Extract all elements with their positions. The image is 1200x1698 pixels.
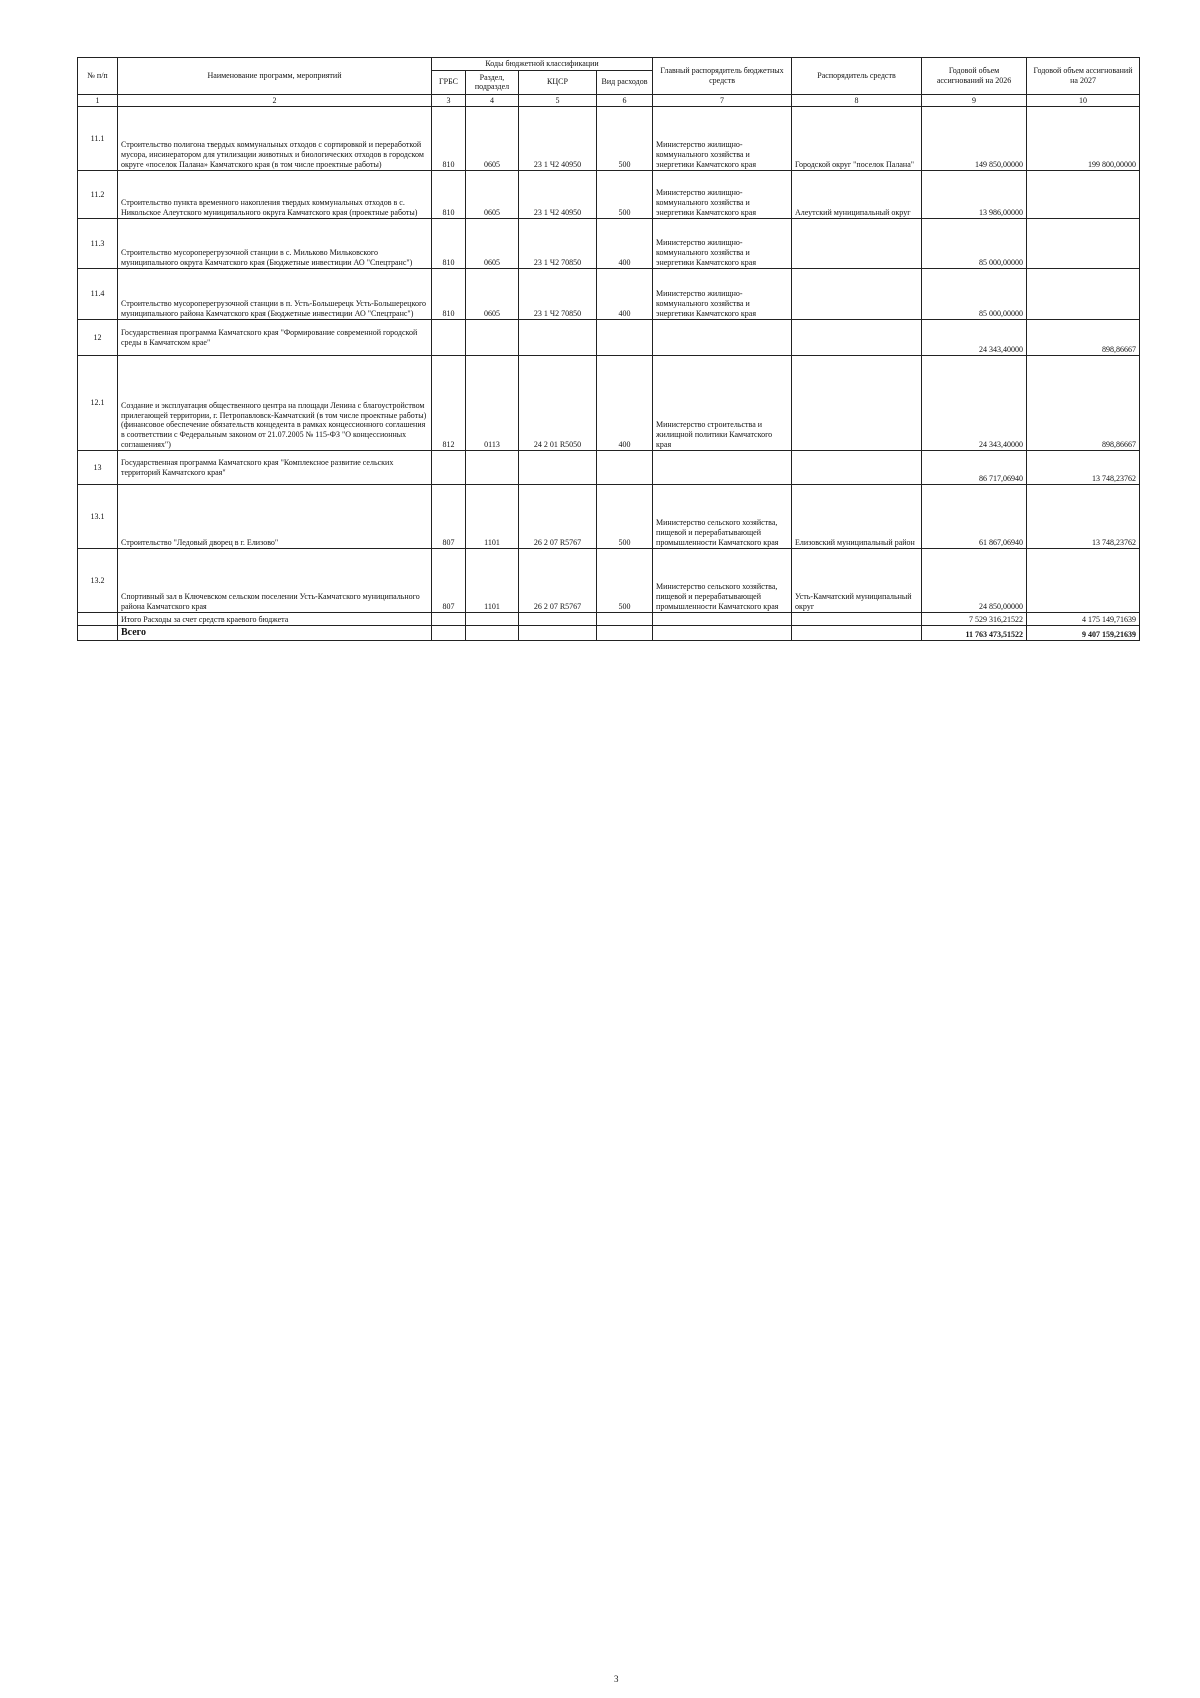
row-amount-2027 (1027, 549, 1140, 613)
row-amount-2026: 24 343,40000 (922, 356, 1027, 451)
row-grbs: 807 (432, 549, 466, 613)
row-name: Государственная программа Камчатского края "Комплексное развитие сельских территорий Камчатского края" (118, 451, 432, 485)
col-number: 1 (78, 94, 118, 107)
row-amount-2027: 13 748,23762 (1027, 451, 1140, 485)
empty-cell (792, 613, 922, 626)
empty-cell (432, 626, 466, 641)
row-amount-2026: 61 867,06940 (922, 485, 1027, 549)
header-manager: Распорядитель средств (792, 58, 922, 95)
budget-table (77, 57, 1140, 641)
header-vid: Вид расходов (597, 70, 653, 94)
row-grbs: 810 (432, 269, 466, 320)
row-kcsr: 24 2 01 R5050 (519, 356, 597, 451)
row-manager: Усть-Камчатский муниципальный округ (792, 549, 922, 613)
row-razdel: 0605 (466, 269, 519, 320)
row-kcsr: 23 1 Ч2 40950 (519, 171, 597, 219)
total-regional-2027: 4 175 149,71639 (1027, 613, 1140, 626)
row-name: Государственная программа Камчатского края "Формирование современной городской среды в Камчатском крае" (118, 320, 432, 356)
header-2027: Годовой объем ассигнований на 2027 (1027, 58, 1140, 95)
row-grbs: 807 (432, 485, 466, 549)
row-vid: 400 (597, 219, 653, 269)
table-row (78, 269, 1140, 320)
row-name: Строительство мусороперегрузочной станции в с. Мильково Мильковского муниципального округа Камчатского края (Бюджетные инвестиции АО "Спецтранс") (118, 219, 432, 269)
empty-cell (466, 613, 519, 626)
row-kcsr: 23 1 Ч2 70850 (519, 269, 597, 320)
row-amount-2027: 199 800,00000 (1027, 107, 1140, 171)
empty-cell (653, 626, 792, 641)
row-manager (792, 269, 922, 320)
row-name: Строительство мусороперегрузочной станции в п. Усть-Большерецк Усть-Большерецкого муниципального района Камчатского края (Бюджетные инвестиции АО "Спецтранс") (118, 269, 432, 320)
col-number: 10 (1027, 94, 1140, 107)
col-number: 3 (432, 94, 466, 107)
row-razdel: 0605 (466, 219, 519, 269)
col-number: 8 (792, 94, 922, 107)
header-kcsr: КЦСР (519, 70, 597, 94)
row-name: Строительство пункта временного накопления твердых коммунальных отходов в с. Никольское Алеутского муниципального округа Камчатского края (проектные работы) (118, 171, 432, 219)
row-number: 13.2 (78, 549, 118, 613)
row-manager: Городской округ "поселок Палана" (792, 107, 922, 171)
row-amount-2026: 13 986,00000 (922, 171, 1027, 219)
header-num: № п/п (78, 58, 118, 95)
row-amount-2027: 898,86667 (1027, 320, 1140, 356)
row-kcsr (519, 451, 597, 485)
table-row (78, 320, 1140, 356)
row-main-manager: Министерство сельского хозяйства, пищевой и перерабатывающей промышленности Камчатского края (653, 485, 792, 549)
empty-cell (78, 626, 118, 641)
row-name: Строительство полигона твердых коммунальных отходов с сортировкой и переработкой мусора, инсинератором для утилизации животных и биологических отходов в городском округе «поселок Палана» Камчатского края (в том числе проектные работы) (118, 107, 432, 171)
row-amount-2027 (1027, 171, 1140, 219)
row-kcsr: 23 1 Ч2 40950 (519, 107, 597, 171)
table-row (78, 219, 1140, 269)
row-manager (792, 219, 922, 269)
row-grbs: 810 (432, 219, 466, 269)
table-row (78, 549, 1140, 613)
row-manager (792, 451, 922, 485)
row-number: 13 (78, 451, 118, 485)
total-regional-label: Итого Расходы за счет средств краевого бюджета (118, 613, 432, 626)
header-name: Наименование программ, мероприятий (118, 58, 432, 95)
row-number: 12.1 (78, 356, 118, 451)
header-razdel: Раздел, подраздел (466, 70, 519, 94)
total-regional-2026: 7 529 316,21522 (922, 613, 1027, 626)
row-vid: 500 (597, 107, 653, 171)
row-grbs (432, 451, 466, 485)
row-main-manager: Министерство жилищно-коммунального хозяйства и энергетики Камчатского края (653, 219, 792, 269)
empty-cell (519, 626, 597, 641)
row-main-manager: Министерство жилищно-коммунального хозяйства и энергетики Камчатского края (653, 107, 792, 171)
header-2026: Годовой объем ассигнований на 2026 (922, 58, 1027, 95)
row-razdel (466, 320, 519, 356)
empty-cell (792, 626, 922, 641)
row-manager (792, 320, 922, 356)
row-razdel: 0605 (466, 107, 519, 171)
row-vid: 400 (597, 356, 653, 451)
row-manager: Елизовский муниципальный район (792, 485, 922, 549)
row-kcsr: 23 1 Ч2 70850 (519, 219, 597, 269)
row-number: 11.1 (78, 107, 118, 171)
row-amount-2026: 85 000,00000 (922, 219, 1027, 269)
row-main-manager (653, 320, 792, 356)
column-number-row (78, 94, 1140, 107)
row-main-manager: Министерство жилищно-коммунального хозяйства и энергетики Камчатского края (653, 171, 792, 219)
row-amount-2027: 898,86667 (1027, 356, 1140, 451)
total-regional-row (78, 613, 1140, 626)
row-kcsr (519, 320, 597, 356)
empty-cell (78, 613, 118, 626)
header-grbs: ГРБС (432, 70, 466, 94)
row-vid: 500 (597, 171, 653, 219)
table-row (78, 171, 1140, 219)
row-razdel (466, 451, 519, 485)
row-grbs: 812 (432, 356, 466, 451)
header-main-manager: Главный распорядитель бюджетных средств (653, 58, 792, 95)
row-amount-2026: 86 717,06940 (922, 451, 1027, 485)
col-number: 9 (922, 94, 1027, 107)
col-number: 7 (653, 94, 792, 107)
empty-cell (597, 626, 653, 641)
row-grbs (432, 320, 466, 356)
row-vid (597, 320, 653, 356)
total-all-2027: 9 407 159,21639 (1027, 626, 1140, 641)
row-number: 11.3 (78, 219, 118, 269)
page-number: 3 (614, 1674, 619, 1684)
row-name: Строительство "Ледовый дворец в г. Елизово" (118, 485, 432, 549)
row-razdel: 0113 (466, 356, 519, 451)
row-vid (597, 451, 653, 485)
budget-sheet (77, 57, 1139, 641)
row-razdel: 1101 (466, 549, 519, 613)
row-vid: 400 (597, 269, 653, 320)
empty-cell (597, 613, 653, 626)
table-row (78, 356, 1140, 451)
row-razdel: 1101 (466, 485, 519, 549)
empty-cell (653, 613, 792, 626)
row-vid: 500 (597, 485, 653, 549)
total-all-2026: 11 763 473,51522 (922, 626, 1027, 641)
col-number: 6 (597, 94, 653, 107)
row-amount-2026: 149 850,00000 (922, 107, 1027, 171)
col-number: 5 (519, 94, 597, 107)
table-row (78, 451, 1140, 485)
row-kcsr: 26 2 07 R5767 (519, 485, 597, 549)
row-razdel: 0605 (466, 171, 519, 219)
row-name: Создание и эксплуатация общественного центра на площади Ленина с благоустройством прилегающей территории, г. Петропавловск-Камчатский (в том числе проектные работы) (финансовое обеспечение обязательств концедента в рамках концессионного соглашения в соответствии с Федеральным законом от 21.07.2005 № 115-ФЗ "О концессионных соглашениях") (118, 356, 432, 451)
empty-cell (466, 626, 519, 641)
row-vid: 500 (597, 549, 653, 613)
header-budget-codes: Коды бюджетной классификации (432, 58, 653, 71)
row-main-manager: Министерство сельского хозяйства, пищевой и перерабатывающей промышленности Камчатского края (653, 549, 792, 613)
row-grbs: 810 (432, 107, 466, 171)
row-amount-2026: 24 850,00000 (922, 549, 1027, 613)
col-number: 2 (118, 94, 432, 107)
row-kcsr: 26 2 07 R5767 (519, 549, 597, 613)
col-number: 4 (466, 94, 519, 107)
row-main-manager: Министерство строительства и жилищной политики Камчатского края (653, 356, 792, 451)
total-all-label: Всего (118, 626, 432, 641)
row-amount-2026: 24 343,40000 (922, 320, 1027, 356)
row-name: Спортивный зал в Ключевском сельском поселении Усть-Камчатского муниципального района Камчатского края (118, 549, 432, 613)
row-amount-2026: 85 000,00000 (922, 269, 1027, 320)
row-number: 13.1 (78, 485, 118, 549)
row-amount-2027 (1027, 219, 1140, 269)
row-manager: Алеутский муниципальный округ (792, 171, 922, 219)
row-grbs: 810 (432, 171, 466, 219)
row-main-manager (653, 451, 792, 485)
row-number: 11.4 (78, 269, 118, 320)
row-amount-2027: 13 748,23762 (1027, 485, 1140, 549)
empty-cell (519, 613, 597, 626)
empty-cell (432, 613, 466, 626)
row-number: 11.2 (78, 171, 118, 219)
row-main-manager: Министерство жилищно-коммунального хозяйства и энергетики Камчатского края (653, 269, 792, 320)
row-number: 12 (78, 320, 118, 356)
table-row (78, 107, 1140, 171)
total-all-row (78, 626, 1140, 641)
row-amount-2027 (1027, 269, 1140, 320)
row-manager (792, 356, 922, 451)
table-row (78, 485, 1140, 549)
